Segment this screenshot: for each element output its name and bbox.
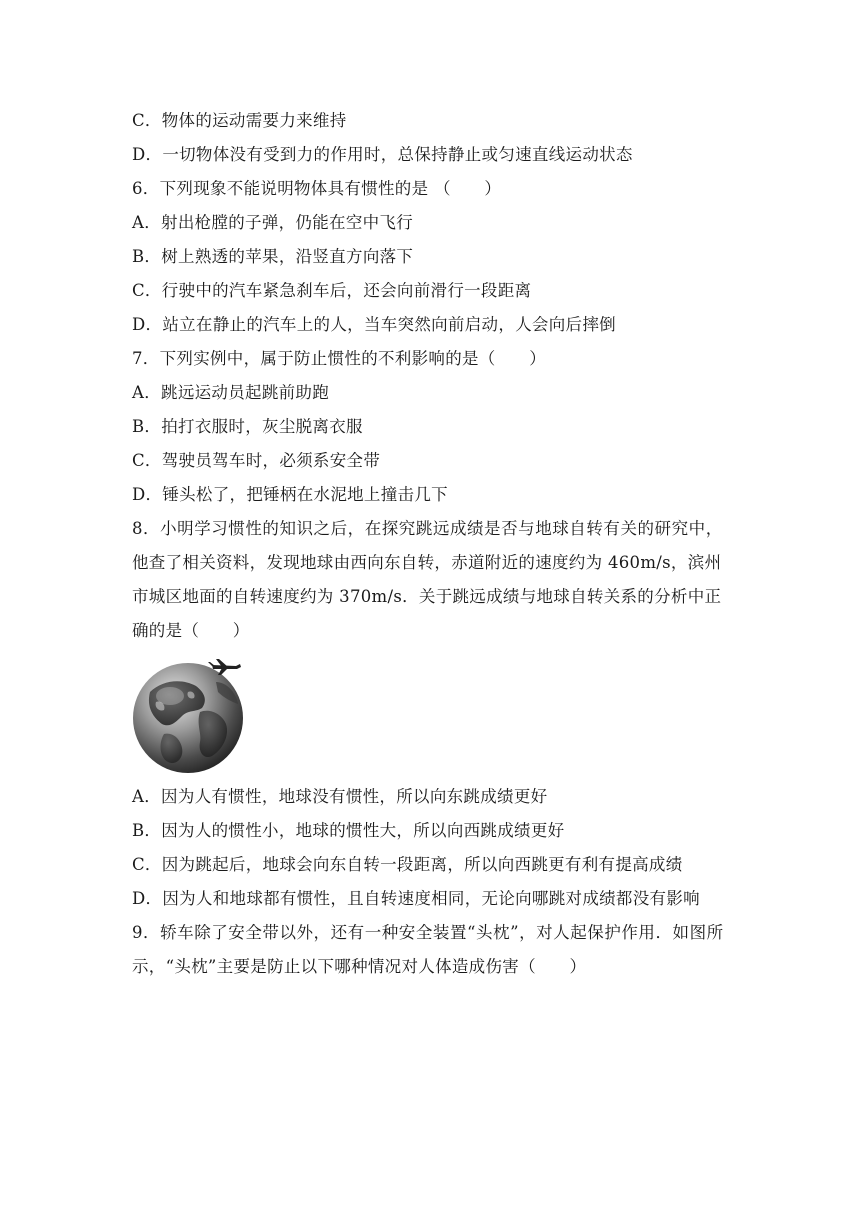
globe-sphere [133, 663, 243, 773]
q8-option-b: B．因为人的惯性小，地球的惯性大，所以向西跳成绩更好 [132, 821, 565, 840]
q5-option-d: D．一切物体没有受到力的作用时，总保持静止或匀速直线运动状态 [132, 145, 633, 164]
globe-figure [130, 652, 250, 774]
q8-stem-line-4: 确的是（ ） [132, 621, 250, 640]
q8-stem-line-2: 他查了相关资料，发现地球由西向东自转，赤道附近的速度约为 460m/s，滨州 [132, 553, 722, 572]
q7-option-b: B．拍打衣服时，灰尘脱离衣服 [132, 417, 363, 436]
q8-stem-line-3: 市城区地面的自转速度约为 370m/s．关于跳远成绩与地球自转关系的分析中正 [132, 587, 722, 606]
q7-option-c: C．驾驶员驾车时，必须系安全带 [132, 451, 381, 470]
q6-stem: 6．下列现象不能说明物体具有惯性的是 （ ） [132, 179, 502, 198]
q6-option-d: D．站立在静止的汽车上的人，当车突然向前启动，人会向后摔倒 [132, 315, 616, 334]
q8-option-a: A．因为人有惯性，地球没有惯性，所以向东跳成绩更好 [132, 787, 548, 806]
q6-option-c: C．行驶中的汽车紧急刹车后，还会向前滑行一段距离 [132, 281, 532, 300]
q9-stem-line-2: 示，“头枕”主要是防止以下哪种情况对人体造成伤害（ ） [132, 957, 587, 976]
q6-option-b: B．树上熟透的苹果，沿竖直方向落下 [132, 247, 414, 266]
globe-illustration [130, 652, 250, 774]
q7-option-a: A．跳远运动员起跳前助跑 [132, 383, 330, 402]
q9-stem-line-1: 9．轿车除了安全带以外，还有一种安全装置“头枕”，对人起保护作用．如图所 [132, 923, 724, 942]
globe-highlight [156, 687, 184, 705]
q6-option-a: A．射出枪膛的子弹，仍能在空中飞行 [132, 213, 414, 232]
q7-stem: 7．下列实例中，属于防止惯性的不利影响的是（ ） [132, 349, 546, 368]
q8-stem-line-1: 8．小明学习惯性的知识之后，在探究跳远成绩是否与地球自转有关的研究中， [132, 519, 723, 538]
q8-option-c: C．因为跳起后，地球会向东自转一段距离，所以向西跳更有利有提高成绩 [132, 855, 683, 874]
q5-option-c: C．物体的运动需要力来维持 [132, 111, 347, 130]
q7-option-d: D．锤头松了，把锤柄在水泥地上撞击几下 [132, 485, 448, 504]
q8-option-d: D．因为人和地球都有惯性，且自转速度相同，无论向哪跳对成绩都没有影响 [132, 889, 700, 908]
